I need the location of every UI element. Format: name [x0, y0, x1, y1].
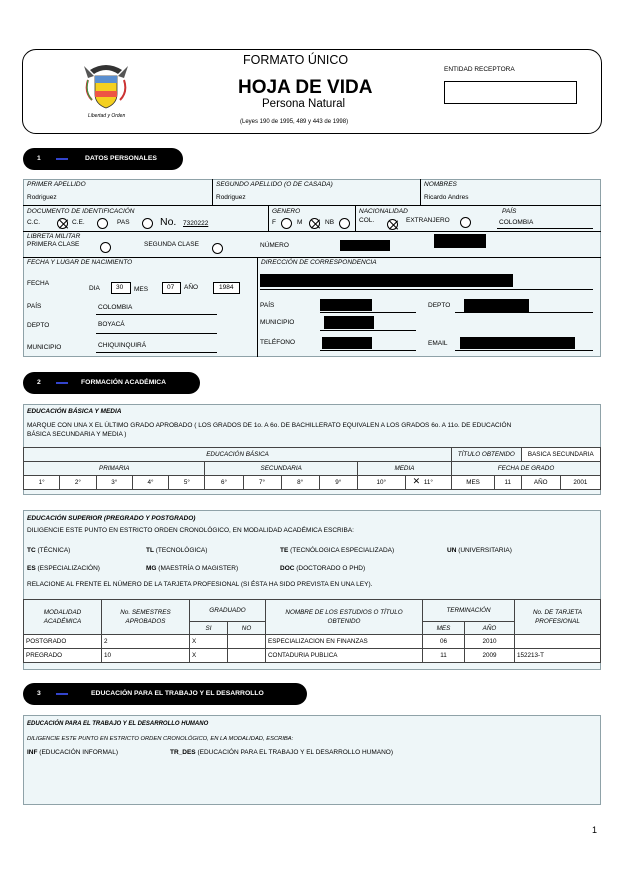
grade-cell[interactable]: 3° [96, 476, 132, 490]
table-row [24, 635, 601, 649]
page-title: HOJA DE VIDA [238, 77, 373, 98]
pas-label: PAS [117, 219, 130, 226]
second-surname-value[interactable]: Rodriguez [216, 194, 246, 201]
id-doc-label: DOCUMENTO DE IDENTIFICACIÓN [27, 208, 135, 215]
birth-dept-value[interactable]: BOYACÁ [98, 321, 125, 328]
row-mes[interactable]: 06 [423, 635, 465, 649]
grade-cell[interactable]: 7° [243, 476, 281, 490]
first-class-label: PRIMERA CLASE [27, 241, 80, 248]
month-value[interactable]: 07 [167, 284, 175, 291]
id-no-label: No. [160, 216, 177, 228]
day-value[interactable]: 30 [116, 284, 124, 291]
col-ano: AÑO [465, 622, 515, 635]
col-study-name: NOMBRE DE LOS ESTUDIOS O TÍTULO OBTENIDO [266, 600, 423, 635]
section-dash [56, 158, 68, 160]
gender-nb-radio[interactable] [339, 218, 350, 229]
section-title: FORMACIÓN ACADÉMICA [81, 379, 167, 386]
higher-ed-relate: RELACIONE AL FRENTE EL NÚMERO DE LA TARJETA PROFESIONAL (SI ÉSTA HA SIDO PREVISTA EN UNA LEY). [27, 581, 373, 588]
grade-cell[interactable]: 8° [281, 476, 319, 490]
addr-dept-label: DEPTO [428, 302, 451, 309]
grade-cell[interactable]: 4° [132, 476, 168, 490]
legend-tl: TL (TECNOLÓGICA) [146, 547, 208, 554]
row-si[interactable]: X [190, 649, 228, 663]
first-class-radio[interactable] [100, 242, 111, 253]
birth-country-value[interactable]: COLOMBIA [98, 304, 133, 311]
grad-ano-value[interactable]: 2001 [560, 476, 600, 490]
legend-un: UN (UNIVERSITARIA) [447, 547, 512, 554]
gender-m-label: M [297, 219, 303, 226]
legend-inf: INF (EDUCACIÓN INFORMAL) [27, 749, 119, 756]
basic-ed-title: EDUCACIÓN BÁSICA Y MEDIA [27, 408, 122, 415]
secondary-header: SECUNDARIA [205, 462, 357, 476]
row-no[interactable] [228, 635, 266, 649]
basic-ed-instruction: MARQUE CON UNA X EL ÚLTIMO GRADO APROBADO ( LOS GRADOS DE 1o. A 6o. DE BACHILLERATO EQUIVALEN A LOS GRADOS 6o. A 11o. DE EDUCACIÓN [27, 422, 512, 429]
redacted-military-number [340, 240, 390, 251]
col-card: No. DE TARJETA PROFESIONAL [515, 600, 601, 635]
nationality-label: NACIONALIDAD [359, 208, 408, 215]
entity-field[interactable] [444, 81, 577, 104]
gender-f-radio[interactable] [281, 218, 292, 229]
row-modality[interactable]: POSTGRADO [24, 635, 102, 649]
section-number: 2 [37, 379, 41, 386]
nationality-col-label: COL. [359, 217, 375, 224]
month-label: MES [134, 286, 149, 293]
row-ano[interactable]: 2010 [465, 635, 515, 649]
birth-muni-value[interactable]: CHIQUINQUIRÁ [98, 342, 147, 349]
military-label: LIBRETA MILITAR [27, 233, 81, 240]
row-modality[interactable]: PREGRADO [24, 649, 102, 663]
cc-radio[interactable] [57, 218, 68, 229]
basic-ed-instruction-2: BÁSICA SECUNDARIA Y MEDIA ) [27, 431, 127, 438]
legend-mg: MG (MAESTRÍA O MAGISTER) [146, 565, 239, 572]
second-class-label: SEGUNDA CLASE [144, 241, 199, 248]
email-label: EMAIL [428, 340, 448, 347]
redacted-block [434, 234, 486, 248]
addr-country-label: PAÍS [260, 302, 275, 309]
degree-header: TÍTULO OBTENIDO [452, 448, 522, 462]
redacted-municipio [324, 316, 374, 329]
grad-date-header: FECHA DE GRADO [452, 462, 601, 476]
gender-nb-label: NB [325, 219, 335, 226]
row-semesters[interactable]: 10 [102, 649, 190, 663]
address-label: DIRECCIÓN DE CORRESPONDENCIA [261, 259, 377, 266]
legend-doc: DOC (DOCTORADO O PHD) [280, 565, 366, 572]
col-mes: MES [423, 622, 465, 635]
ce-label: C.E. [72, 219, 85, 226]
section-title: EDUCACIÓN PARA EL TRABAJO Y EL DESARROLLO [91, 690, 264, 697]
redacted-email [460, 337, 575, 349]
pas-radio[interactable] [142, 218, 153, 229]
redacted-country [320, 299, 372, 311]
day-label: DIA [89, 285, 100, 292]
higher-ed-title: EDUCACIÓN SUPERIOR (PREGRADO Y POSTGRADO) [27, 515, 196, 522]
legend-tc: TC (TÉCNICA) [27, 547, 71, 554]
row-mes[interactable]: 11 [423, 649, 465, 663]
row-study-name[interactable]: CONTADURIA PUBLICA [266, 649, 423, 663]
col-graduated: GRADUADO [190, 600, 266, 622]
grade-cell[interactable]: 1° [24, 476, 60, 490]
col-si: SI [190, 622, 228, 635]
redacted-address [260, 274, 513, 287]
section-1-header [23, 148, 183, 170]
section-dash [56, 693, 68, 695]
row-study-name[interactable]: ESPECIALIZACION EN FINANZAS [266, 635, 423, 649]
addr-muni-label: MUNICIPIO [260, 319, 295, 326]
grade-cell-text: 11° [423, 479, 433, 486]
section-3-header [23, 683, 307, 705]
legend-trdes: TR_DES (EDUCACIÓN PARA EL TRABAJO Y EL DESARROLLO HUMANO) [170, 749, 393, 756]
birth-dept-label: DEPTO [27, 322, 50, 329]
second-surname-label: SEGUNDO APELLIDO (O DE CASADA) [216, 181, 333, 188]
first-surname-label: PRIMER APELLIDO [27, 181, 86, 188]
grad-mes-value[interactable]: 11 [495, 476, 522, 490]
basic-ed-header: EDUCACIÓN BÁSICA [24, 448, 452, 462]
phone-label: TELÉFONO [260, 339, 296, 346]
media-header: MEDIA [357, 462, 451, 476]
format-label: FORMATO ÚNICO [243, 53, 349, 67]
grade-mark-icon: ✕ [412, 476, 421, 486]
col-semesters: No. SEMESTRES APROBADOS [102, 600, 190, 635]
basic-ed-table [23, 447, 601, 490]
grade-cell[interactable]: 5° [169, 476, 205, 490]
redacted-phone [322, 337, 372, 349]
row-ano[interactable]: 2009 [465, 649, 515, 663]
nationality-col-radio[interactable] [387, 219, 398, 230]
emblem-motto: Libertad y Orden [88, 113, 126, 119]
legend-es: ES (ESPECIALIZACIÓN) [27, 565, 100, 572]
work-ed-title: EDUCACIÓN PARA EL TRABAJO Y EL DESARROLLO HUMANO [27, 721, 209, 727]
first-surname-value[interactable]: Rodriguez [27, 194, 57, 201]
id-number-value[interactable]: 7320222 [183, 220, 209, 227]
page-subtitle: Persona Natural [262, 98, 346, 110]
names-value[interactable]: Ricardo Andres [424, 194, 469, 201]
birth-label: FECHA Y LUGAR DE NACIMIENTO [27, 259, 133, 266]
higher-ed-table [23, 599, 601, 663]
gender-f-label: F [272, 219, 276, 226]
entity-label: ENTIDAD RECEPTORA [444, 66, 515, 73]
row-card[interactable]: 152213-T [515, 649, 601, 663]
nationality-foreign-label: EXTRANJERO [406, 217, 450, 224]
section-number: 3 [37, 690, 41, 697]
col-termination: TERMINACIÓN [423, 600, 515, 622]
grade-cell-marked[interactable] [405, 476, 451, 490]
row-card[interactable] [515, 635, 601, 649]
law-reference: (Leyes 190 de 1995, 489 y 443 de 1998) [240, 119, 349, 125]
grad-mes-label: MES [452, 476, 495, 490]
birth-muni-label: MUNICIPIO [27, 344, 62, 351]
legend-te: TE (TECNÓLOGICA ESPECIALIZADA) [280, 547, 395, 554]
nationality-foreign-radio[interactable] [460, 217, 471, 228]
section-number: 1 [37, 155, 41, 162]
country-label: PAÍS [502, 208, 517, 215]
second-class-radio[interactable] [212, 243, 223, 254]
higher-ed-instruction: DILIGENCIE ESTE PUNTO EN ESTRICTO ORDEN CRONOLÓGICO, EN MODALIDAD ACADÉMICA ESCRIBA: [27, 527, 354, 534]
gender-m-radio[interactable] [309, 218, 320, 229]
grade-cell[interactable]: 9° [319, 476, 357, 490]
grade-cell[interactable]: 6° [205, 476, 243, 490]
grad-ano-label: AÑO [521, 476, 560, 490]
section-2-header [23, 372, 200, 394]
section-dash [56, 382, 68, 384]
col-no: NO [228, 622, 266, 635]
ce-radio[interactable] [97, 218, 108, 229]
year-value[interactable]: 1984 [219, 284, 234, 291]
names-label: NOMBRES [424, 181, 457, 188]
row-no[interactable] [228, 649, 266, 663]
year-label: AÑO [184, 284, 199, 291]
row-si[interactable]: X [190, 635, 228, 649]
degree-value[interactable]: BASICA SECUNDARIA [521, 448, 600, 462]
work-education-panel [23, 715, 601, 805]
col-modality: MODALIDAD ACADÉMICA [24, 600, 102, 635]
table-row [24, 649, 601, 663]
work-ed-instruction: DILIGENCIE ESTE PUNTO EN ESTRICTO ORDEN CRONOLÓGICO, EN LA MODALIDAD, ESCRIBA: [27, 736, 294, 742]
birth-date-label: FECHA [27, 280, 50, 287]
grade-cell[interactable]: 2° [60, 476, 96, 490]
page-number: 1 [592, 825, 598, 835]
birth-country-label: PAÍS [27, 303, 42, 310]
cc-label: C.C. [27, 219, 40, 226]
redacted-dept [464, 299, 529, 312]
military-number-label: NÚMERO [260, 242, 289, 249]
row-semesters[interactable]: 2 [102, 635, 190, 649]
country-value[interactable]: COLOMBIA [499, 219, 534, 226]
grade-cell[interactable]: 10° [357, 476, 405, 490]
gender-label: GENERO [272, 208, 301, 215]
section-title: DATOS PERSONALES [85, 155, 157, 162]
primary-header: PRIMARIA [24, 462, 205, 476]
